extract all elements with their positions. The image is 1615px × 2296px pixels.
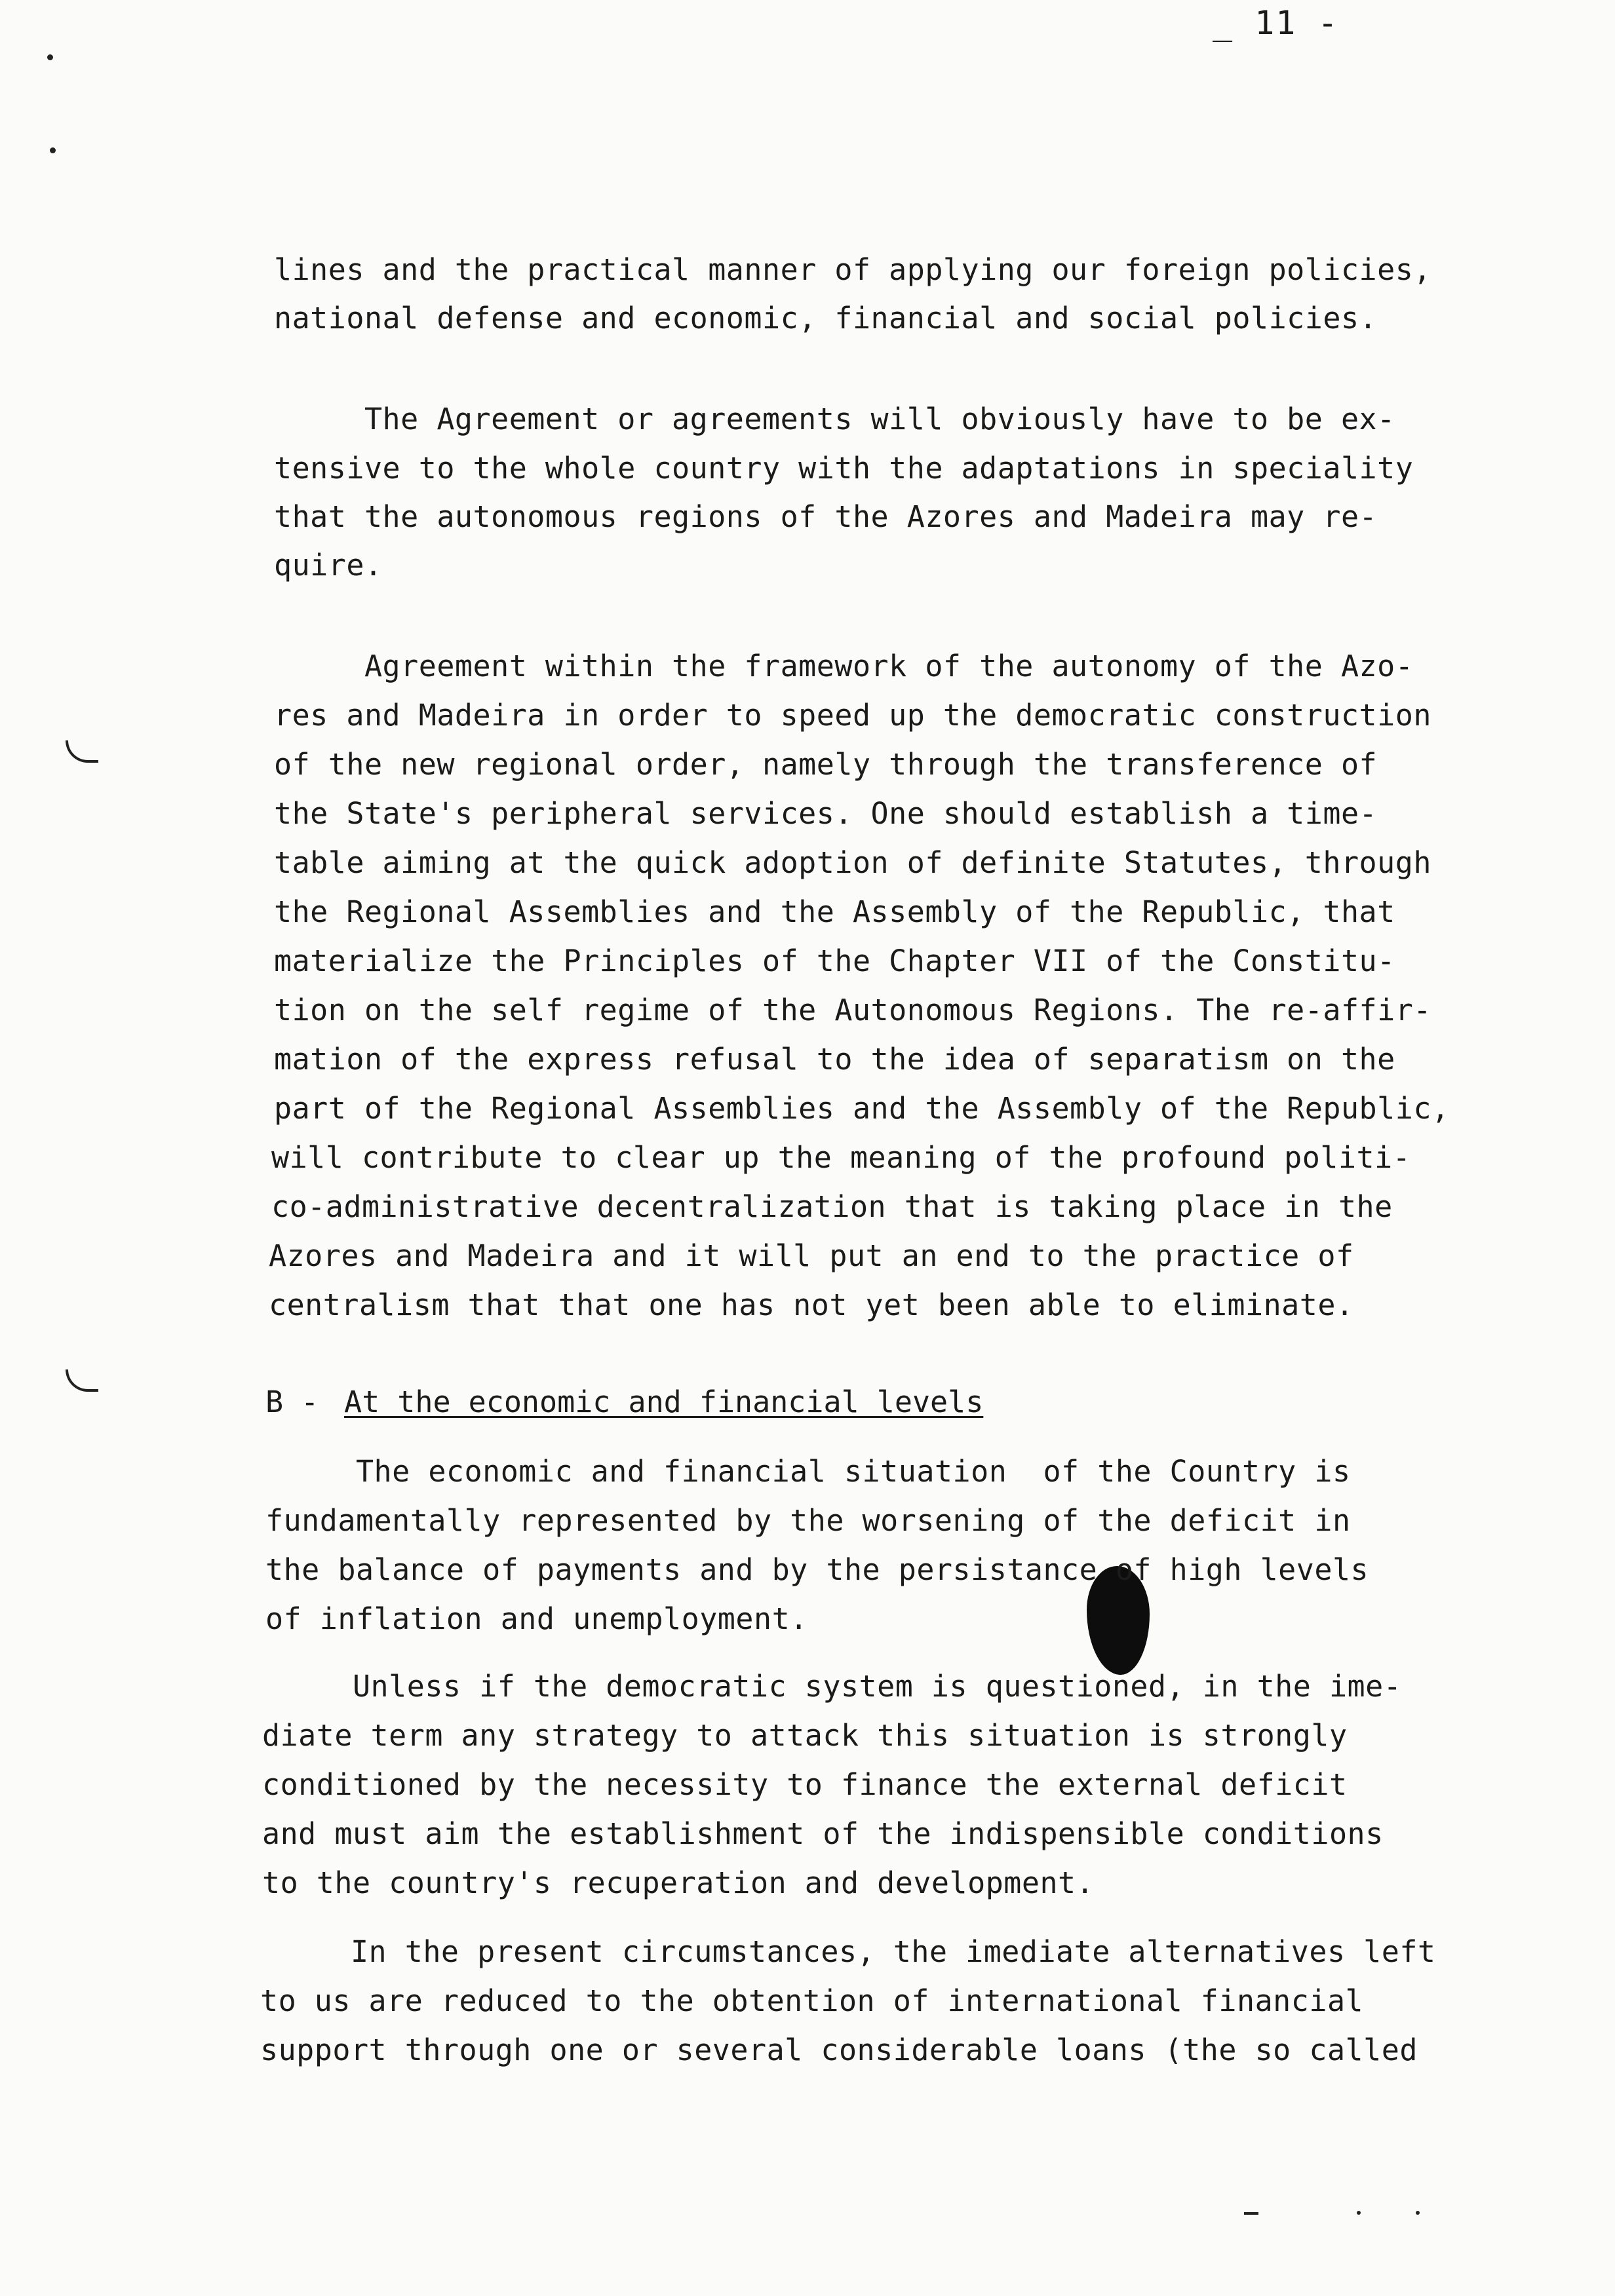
text-line: Azores and Madeira and it will put an end to the practice of bbox=[269, 1238, 1354, 1273]
text-line: In the present circumstances, the imediate alternatives left bbox=[260, 1934, 1436, 1969]
text-line: The Agreement or agreements will obviously have to be ex- bbox=[274, 402, 1395, 436]
section-letter: B - bbox=[265, 1385, 319, 1419]
text-line: to us are reduced to the obtention of international financial bbox=[260, 1983, 1364, 2018]
punch-hole-mark bbox=[66, 740, 98, 763]
text-line: will contribute to clear up the meaning of the profound politi- bbox=[271, 1140, 1411, 1175]
scan-speck bbox=[50, 147, 56, 153]
text-line: Unless if the democratic system is questioned, in the ime- bbox=[262, 1669, 1402, 1704]
scan-speck bbox=[47, 54, 53, 60]
text-line: res and Madeira in order to speed up the democratic construction bbox=[274, 698, 1431, 733]
text-line: part of the Regional Assemblies and the Assembly of the Republic, bbox=[274, 1091, 1450, 1126]
text-line: of the new regional order, namely through the transference of bbox=[274, 747, 1378, 782]
text-line: the State's peripheral services. One should establish a time- bbox=[274, 796, 1378, 831]
text-line: of inflation and unemployment. bbox=[265, 1601, 808, 1636]
punch-hole-mark bbox=[66, 1369, 98, 1392]
text-line: the Regional Assemblies and the Assembly of the Republic, that bbox=[274, 894, 1395, 929]
text-line: support through one or several considerable loans (the so called bbox=[260, 2033, 1418, 2067]
footer-dash bbox=[1244, 2212, 1258, 2215]
text-line: lines and the practical manner of applying our foreign policies, bbox=[274, 252, 1431, 287]
text-line: table aiming at the quick adoption of definite Statutes, through bbox=[274, 845, 1431, 880]
text-line: Agreement within the framework of the autonomy of the Azo- bbox=[274, 649, 1414, 683]
text-line: the balance of payments and by the persistance of high levels bbox=[265, 1552, 1369, 1587]
text-line: national defense and economic, financial and social policies. bbox=[274, 301, 1378, 335]
scan-speck bbox=[1357, 2211, 1361, 2215]
text-line: tensive to the whole country with the adaptations in speciality bbox=[274, 451, 1414, 486]
text-line: quire. bbox=[274, 548, 383, 583]
page-number: _ 11 - bbox=[1213, 4, 1339, 42]
text-line: and must aim the establishment of the indispensible conditions bbox=[262, 1816, 1384, 1851]
text-line: materialize the Principles of the Chapter VII of the Constitu- bbox=[274, 944, 1395, 978]
text-line: co-administrative decentralization that is taking place in the bbox=[271, 1189, 1393, 1224]
text-line: conditioned by the necessity to finance the external deficit bbox=[262, 1767, 1348, 1802]
text-line: fundamentally represented by the worsening of the deficit in bbox=[265, 1503, 1351, 1538]
text-line: that the autonomous regions of the Azores and Madeira may re- bbox=[274, 499, 1378, 534]
text-line: centralism that that one has not yet been able to eliminate. bbox=[269, 1288, 1354, 1322]
text-line: diate term any strategy to attack this situation is strongly bbox=[262, 1718, 1348, 1753]
text-line: The economic and financial situation of the Country is bbox=[265, 1454, 1351, 1489]
section-title: At the economic and financial levels bbox=[344, 1385, 984, 1419]
text-line: to the country's recuperation and development. bbox=[262, 1866, 1095, 1900]
text-line: tion on the self regime of the Autonomous Regions. The re-affir- bbox=[274, 993, 1431, 1027]
text-line: mation of the express refusal to the idea of separatism on the bbox=[274, 1042, 1395, 1077]
scan-speck bbox=[1416, 2211, 1420, 2215]
